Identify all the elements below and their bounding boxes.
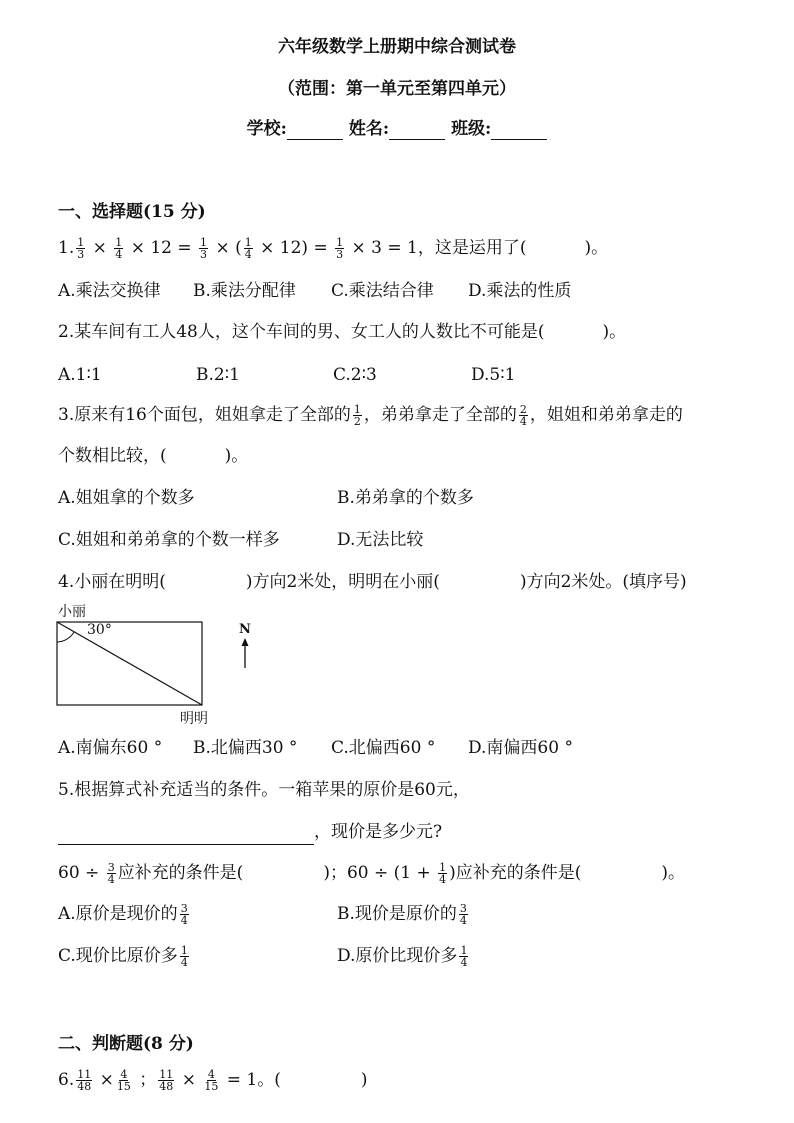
- q5-line2: ，现价是多少元?: [314, 822, 443, 842]
- fraction: $\frac{1}{4}$: [460, 944, 468, 969]
- q4-part3: )方向2米处。(填序号): [519, 572, 687, 592]
- question-1: 1. $\frac{1}{3}$ × $\frac{1}{4}$ × 12 = $\frac{1}{3}$ × ( $\frac{1}{4}$ × 12) = $\frac{1}{3}$ × 3 = 1，这是运用了( )。: [58, 236, 609, 261]
- q1-number: 1.: [58, 238, 75, 258]
- fraction: $\frac{1}{4}$: [115, 236, 123, 261]
- q5-option-d[interactable]: [337, 944, 470, 968]
- q3-line2: 个数相比较，(: [58, 446, 167, 466]
- class-label: 班级:: [451, 119, 492, 139]
- q5-tail: )。: [661, 863, 686, 883]
- q5-option-a[interactable]: [58, 902, 191, 926]
- q5-prompt-1: 应补充的条件是(: [117, 863, 244, 883]
- q3-option-b[interactable]: B.弟弟拿的个数多: [337, 488, 474, 508]
- q5-formula-1: 60 ÷: [58, 863, 100, 883]
- q4-part1: 4.小丽在明明(: [58, 572, 166, 592]
- school-blank[interactable]: [287, 119, 343, 140]
- q4-option-c[interactable]: C.北偏西60 °: [331, 738, 436, 758]
- fraction: $\frac{11}{48}$: [77, 1068, 92, 1093]
- figure-label-mingming: 明明: [180, 711, 208, 727]
- fraction: $\frac{1}{4}$: [244, 236, 252, 261]
- name-label: 姓名:: [348, 119, 390, 139]
- north-arrow-icon: [238, 638, 252, 670]
- q5-option-c[interactable]: [58, 944, 191, 968]
- fraction: $\frac{1}{3}$: [200, 236, 208, 261]
- q5-prompt-2: )应补充的条件是(: [449, 863, 582, 883]
- q3-option-c[interactable]: C.姐姐和弟弟拿的个数一样多: [58, 530, 280, 550]
- q2-option-c[interactable]: C.2∶3: [333, 365, 377, 385]
- fraction: $\frac{4}{15}$: [116, 1068, 131, 1093]
- q6-separator: ；: [139, 1070, 157, 1090]
- section-2-title: 二、判断题(8 分): [58, 1034, 194, 1054]
- q6-number: 6.: [58, 1070, 75, 1090]
- q4-part2: )方向2米处，明明在小丽(: [245, 572, 440, 592]
- direction-figure: [56, 620, 206, 710]
- q3-option-a[interactable]: A.姐姐拿的个数多: [58, 488, 195, 508]
- fraction: $\frac{1}{3}$: [336, 236, 344, 261]
- q4-option-a[interactable]: A.南偏东60 °: [58, 738, 163, 758]
- q2-option-b[interactable]: B.2∶1: [196, 365, 240, 385]
- q1-tail: )。: [584, 238, 609, 258]
- q4-option-d[interactable]: D.南偏西60 °: [468, 738, 573, 758]
- angle-label: 30°: [87, 622, 112, 638]
- q3-part2: ，弟弟拿走了全部的: [363, 405, 517, 425]
- q4-option-b[interactable]: B.北偏西30 °: [193, 738, 298, 758]
- question-4: [58, 570, 687, 594]
- angle-arc: [57, 632, 74, 642]
- section-1-title: 一、选择题(15 分): [58, 202, 206, 222]
- q5-option-c-text: C.现价比原价多: [58, 946, 178, 966]
- q5-option-b-text: B.现价是原价的: [337, 904, 457, 924]
- fraction: $\frac{3}{4}$: [180, 902, 188, 927]
- q6-equation: = 1。(: [226, 1070, 281, 1090]
- q3-option-d[interactable]: D.无法比较: [337, 530, 424, 550]
- fraction: $\frac{2}{4}$: [519, 403, 527, 428]
- fraction: $\frac{4}{15}$: [204, 1068, 219, 1093]
- fraction: $\frac{3}{4}$: [459, 902, 467, 927]
- q2-option-d[interactable]: D.5∶1: [471, 365, 516, 385]
- fraction: $\frac{3}{4}$: [107, 861, 115, 886]
- page-subtitle: （范围：第一单元至第四单元）: [278, 79, 516, 99]
- q5-formula-2: )；60 ÷ (1 +: [323, 863, 431, 883]
- q1-option-c[interactable]: C.乘法结合律: [331, 281, 434, 301]
- q5-condition-blank[interactable]: [58, 820, 314, 845]
- q5-option-d-text: D.原价比现价多: [337, 946, 458, 966]
- student-info-line: [0, 114, 794, 140]
- fraction: $\frac{1}{4}$: [439, 861, 447, 886]
- school-label: 学校:: [246, 119, 287, 139]
- question-5: 5.根据算式补充适当的条件。一箱苹果的原价是60元，: [58, 780, 470, 800]
- question-2: [58, 320, 626, 344]
- q3-part1: 3.原来有16个面包，姐姐拿走了全部的: [58, 405, 351, 425]
- q2-option-a[interactable]: A.1∶1: [58, 365, 102, 385]
- q1-option-d[interactable]: D.乘法的性质: [468, 281, 572, 301]
- page-title: 六年级数学上册期中综合测试卷: [278, 37, 516, 57]
- question-5-line2: [58, 820, 442, 845]
- question-3: [58, 403, 683, 427]
- q3-part3: ，姐姐和弟弟拿走的: [529, 405, 683, 425]
- q1-prompt: 这是运用了(: [434, 238, 527, 258]
- fraction: $\frac{1}{4}$: [180, 944, 188, 969]
- fraction: $\frac{1}{3}$: [77, 236, 85, 261]
- q1-option-b[interactable]: B.乘法分配律: [193, 281, 296, 301]
- figure-label-xiaoli: 小丽: [58, 604, 86, 620]
- q5-option-a-text: A.原价是现价的: [58, 904, 178, 924]
- q6-tail: ): [360, 1070, 368, 1090]
- q2-tail: )。: [602, 322, 627, 342]
- question-3-line2: [58, 444, 248, 468]
- question-6: 6. $\frac{11}{48}$ × $\frac{4}{15}$ ； $\frac{11}{48}$ × $\frac{4}{15}$ = 1。( ): [58, 1068, 368, 1093]
- fraction: $\frac{11}{48}$: [159, 1068, 174, 1093]
- q5-option-b[interactable]: [337, 902, 470, 926]
- name-blank[interactable]: [389, 119, 445, 140]
- q1-option-a[interactable]: A.乘法交换律: [58, 281, 161, 301]
- class-blank[interactable]: [491, 119, 547, 140]
- fraction: $\frac{1}{2}$: [353, 403, 361, 428]
- figure-diagonal: [57, 622, 202, 705]
- q3-tail: )。: [224, 446, 249, 466]
- question-5-line3: [58, 861, 685, 885]
- north-label: N: [239, 622, 251, 637]
- q2-text: 2.某车间有工人48人，这个车间的男、女工人的人数比不可能是(: [58, 322, 545, 342]
